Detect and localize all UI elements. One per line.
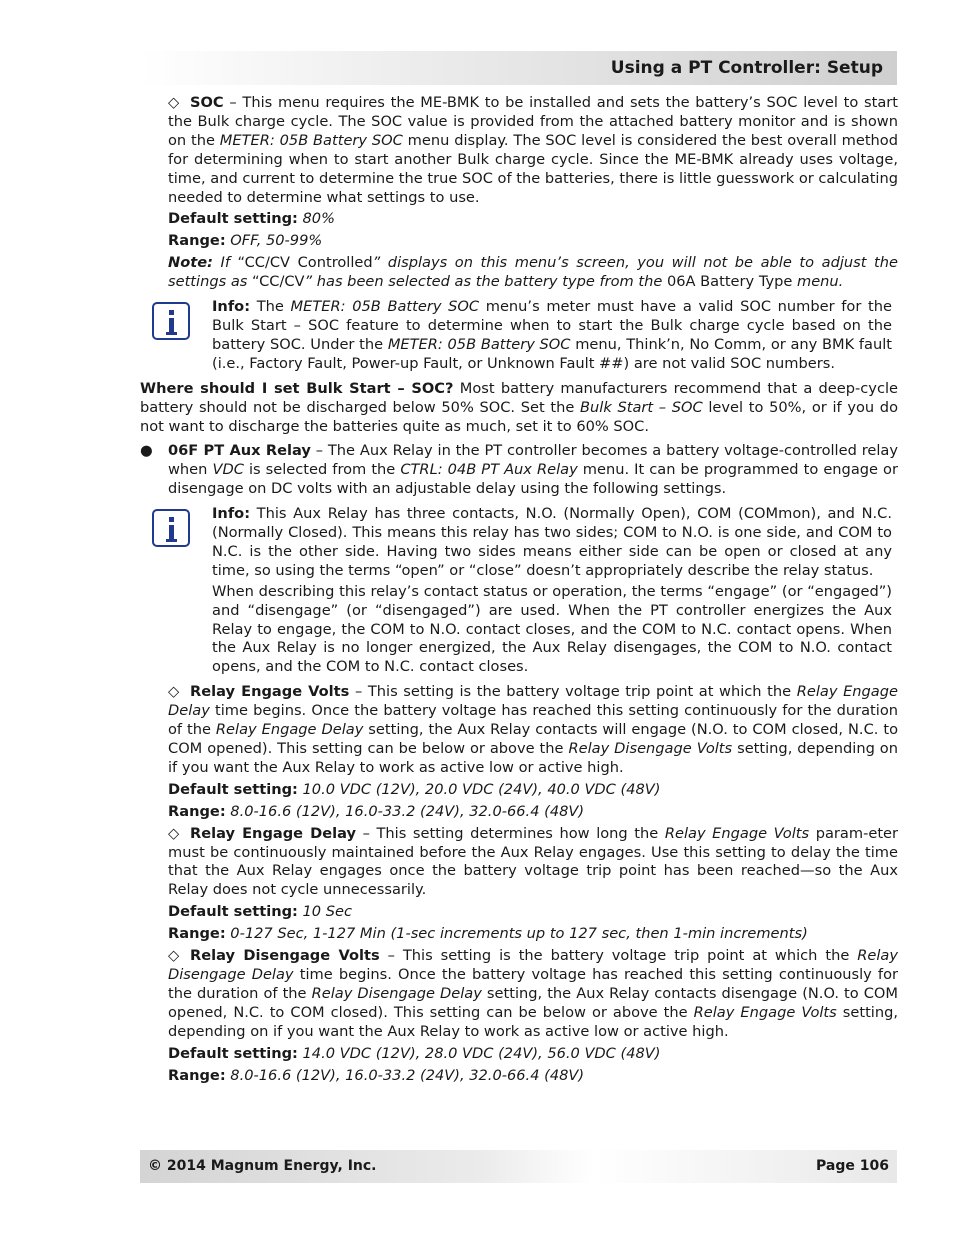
engage-volts-range: Range: 8.0-16.6 (12V), 16.0-33.2 (24V), 32.0-66.4 (48V) bbox=[168, 802, 585, 820]
info-soc-text: Info: The METER: 05B Battery SOC menu’s meter must have a valid SOC number for the Bulk Start – SOC feature to determine when to start the Bulk charge cycle based on the battery SOC. Under the METER: 05B Battery SOC menu, Think’n, No Comm, or any BMK fault (i.e., Factory Fault, Power-up Fault, or Unknown Fault ##) are not valid SOC numbers. bbox=[212, 298, 892, 372]
engage-delay-default: Default setting: 10 Sec bbox=[168, 903, 352, 921]
info-icon bbox=[152, 509, 190, 547]
engage-delay-range: Range: 0-127 Sec, 1-127 Min (1-sec increments up to 127 sec, then 1-min increments) bbox=[168, 925, 808, 943]
engage-volts-default: Default setting: 10.0 VDC (12V), 20.0 VDC (24V), 40.0 VDC (48V) bbox=[168, 780, 661, 798]
info-box-aux-relay bbox=[212, 505, 892, 677]
bullet-icon: ● bbox=[140, 442, 153, 460]
page-footer bbox=[140, 1150, 897, 1183]
engage-delay-description: ◇ Relay Engage Delay – This setting determines how long the Relay Engage Volts param-eter must be continuously maintained before the Aux Relay engages. Use this setting to delay the time that the Aux Relay engages once the battery voltage trip point has been reached—so the Aux Relay does not cycle unnecessarily. bbox=[168, 824, 899, 899]
disengage-volts-description: ◇ Relay Disengage Volts – This setting is the battery voltage trip point at which the Relay Disengage Delay time begins. Once the battery voltage has reached this setting continuously for the duration of the Relay Disengage Delay setting, the Aux Relay contacts disengage (N.O. to COM opened, N.C. to COM closed). This setting can be below or above the Relay Engage Volts setting, depending on if you want the Aux Relay to work as active low or active high. bbox=[168, 947, 899, 1040]
diamond-icon: ◇ bbox=[168, 683, 180, 701]
page-header bbox=[140, 51, 897, 85]
page-number: Page 106 bbox=[816, 1158, 889, 1174]
info-aux-text-1: Info: This Aux Relay has three contacts, N.O. (Normally Open), COM (COMmon), and N.C. (Normally Closed). This means this relay has two sides; COM to N.O. is one side, and COM to N.C. is the other side. Having two sides means either side can be open or closed at any time, so using the terms “open” or “close” doesn’t appropriately describe the relay status. bbox=[212, 505, 892, 579]
info-icon bbox=[152, 302, 190, 340]
soc-range: Range: OFF, 50-99% bbox=[168, 232, 323, 250]
disengage-volts-default: Default setting: 14.0 VDC (12V), 28.0 VDC (24V), 56.0 VDC (48V) bbox=[168, 1044, 661, 1062]
diamond-icon: ◇ bbox=[168, 824, 180, 842]
page-title: Using a PT Controller: Setup bbox=[610, 58, 883, 78]
copyright-text: © 2014 Magnum Energy, Inc. bbox=[148, 1158, 377, 1174]
aux-relay-text: 06F PT Aux Relay – The Aux Relay in the PT controller becomes a battery voltage-controlled relay when VDC is selected from the CTRL: 04B PT Aux Relay menu. It can be programmed to engage or disengage on DC volts with an adjustable delay using the following settings. bbox=[168, 442, 898, 498]
page-content bbox=[140, 94, 898, 1085]
where-paragraph: Where should I set Bulk Start – SOC? Most battery manufacturers recommend that a deep-cycle battery should not be discharged below 50% SOC. Set the Bulk Start – SOC level to 50%, or if you do not want to discharge the batteries quite as much, set it to 60% SOC. bbox=[140, 379, 899, 435]
aux-relay-item bbox=[140, 442, 898, 499]
info-aux-text-2: When describing this relay’s contact status or operation, the terms “engage” (or “engaged”) and “disengage” (or “disengaged”) are used. When the PT controller energizes the Aux Relay to engage, the COM to N.O. contact closes, and the COM to N.C. contact opens. When the Aux Relay is no longer energized, the Aux Relay disengages, the COM to N.O. contact opens, and the COM to N.C. contact closes. bbox=[212, 582, 892, 676]
engage-volts-description: ◇ Relay Engage Volts – This setting is the battery voltage trip point at which the Relay Engage Delay time begins. Once the battery voltage has reached this setting continuously for the duration of the Relay Engage Delay setting, the Aux Relay contacts will engage (N.O. to COM closed, N.C. to COM opened). This setting can be below or above the Relay Disengage Volts setting, depending on if you want the Aux Relay to work as active low or active high. bbox=[168, 683, 898, 776]
soc-description: ◇ SOC – This menu requires the ME-BMK to be installed and sets the battery’s SOC level to start the Bulk charge cycle. The SOC value is provided from the attached battery monitor and is shown on the METER: 05B Battery SOC menu display. The SOC level is considered the best overall method for determining when to start another Bulk charge cycle. Since the ME-BMK already uses voltage, time, and current to determine the true SOC of the batteries, there is little guesswork or calculating needed to determine what settings to use. bbox=[168, 94, 898, 206]
diamond-icon: ◇ bbox=[168, 94, 180, 111]
diamond-icon: ◇ bbox=[168, 947, 180, 965]
soc-note: Note: If “CC/CV Controlled” displays on this menu’s screen, you will not be able to adjust the settings as “CC/CV” has been selected as the battery type from the 06A Battery Type menu. bbox=[168, 254, 898, 291]
info-box-soc bbox=[212, 298, 892, 374]
soc-default: Default setting: 80% bbox=[168, 210, 335, 228]
disengage-volts-range: Range: 8.0-16.6 (12V), 16.0-33.2 (24V), 32.0-66.4 (48V) bbox=[168, 1066, 585, 1084]
soc-label: SOC bbox=[190, 94, 224, 111]
